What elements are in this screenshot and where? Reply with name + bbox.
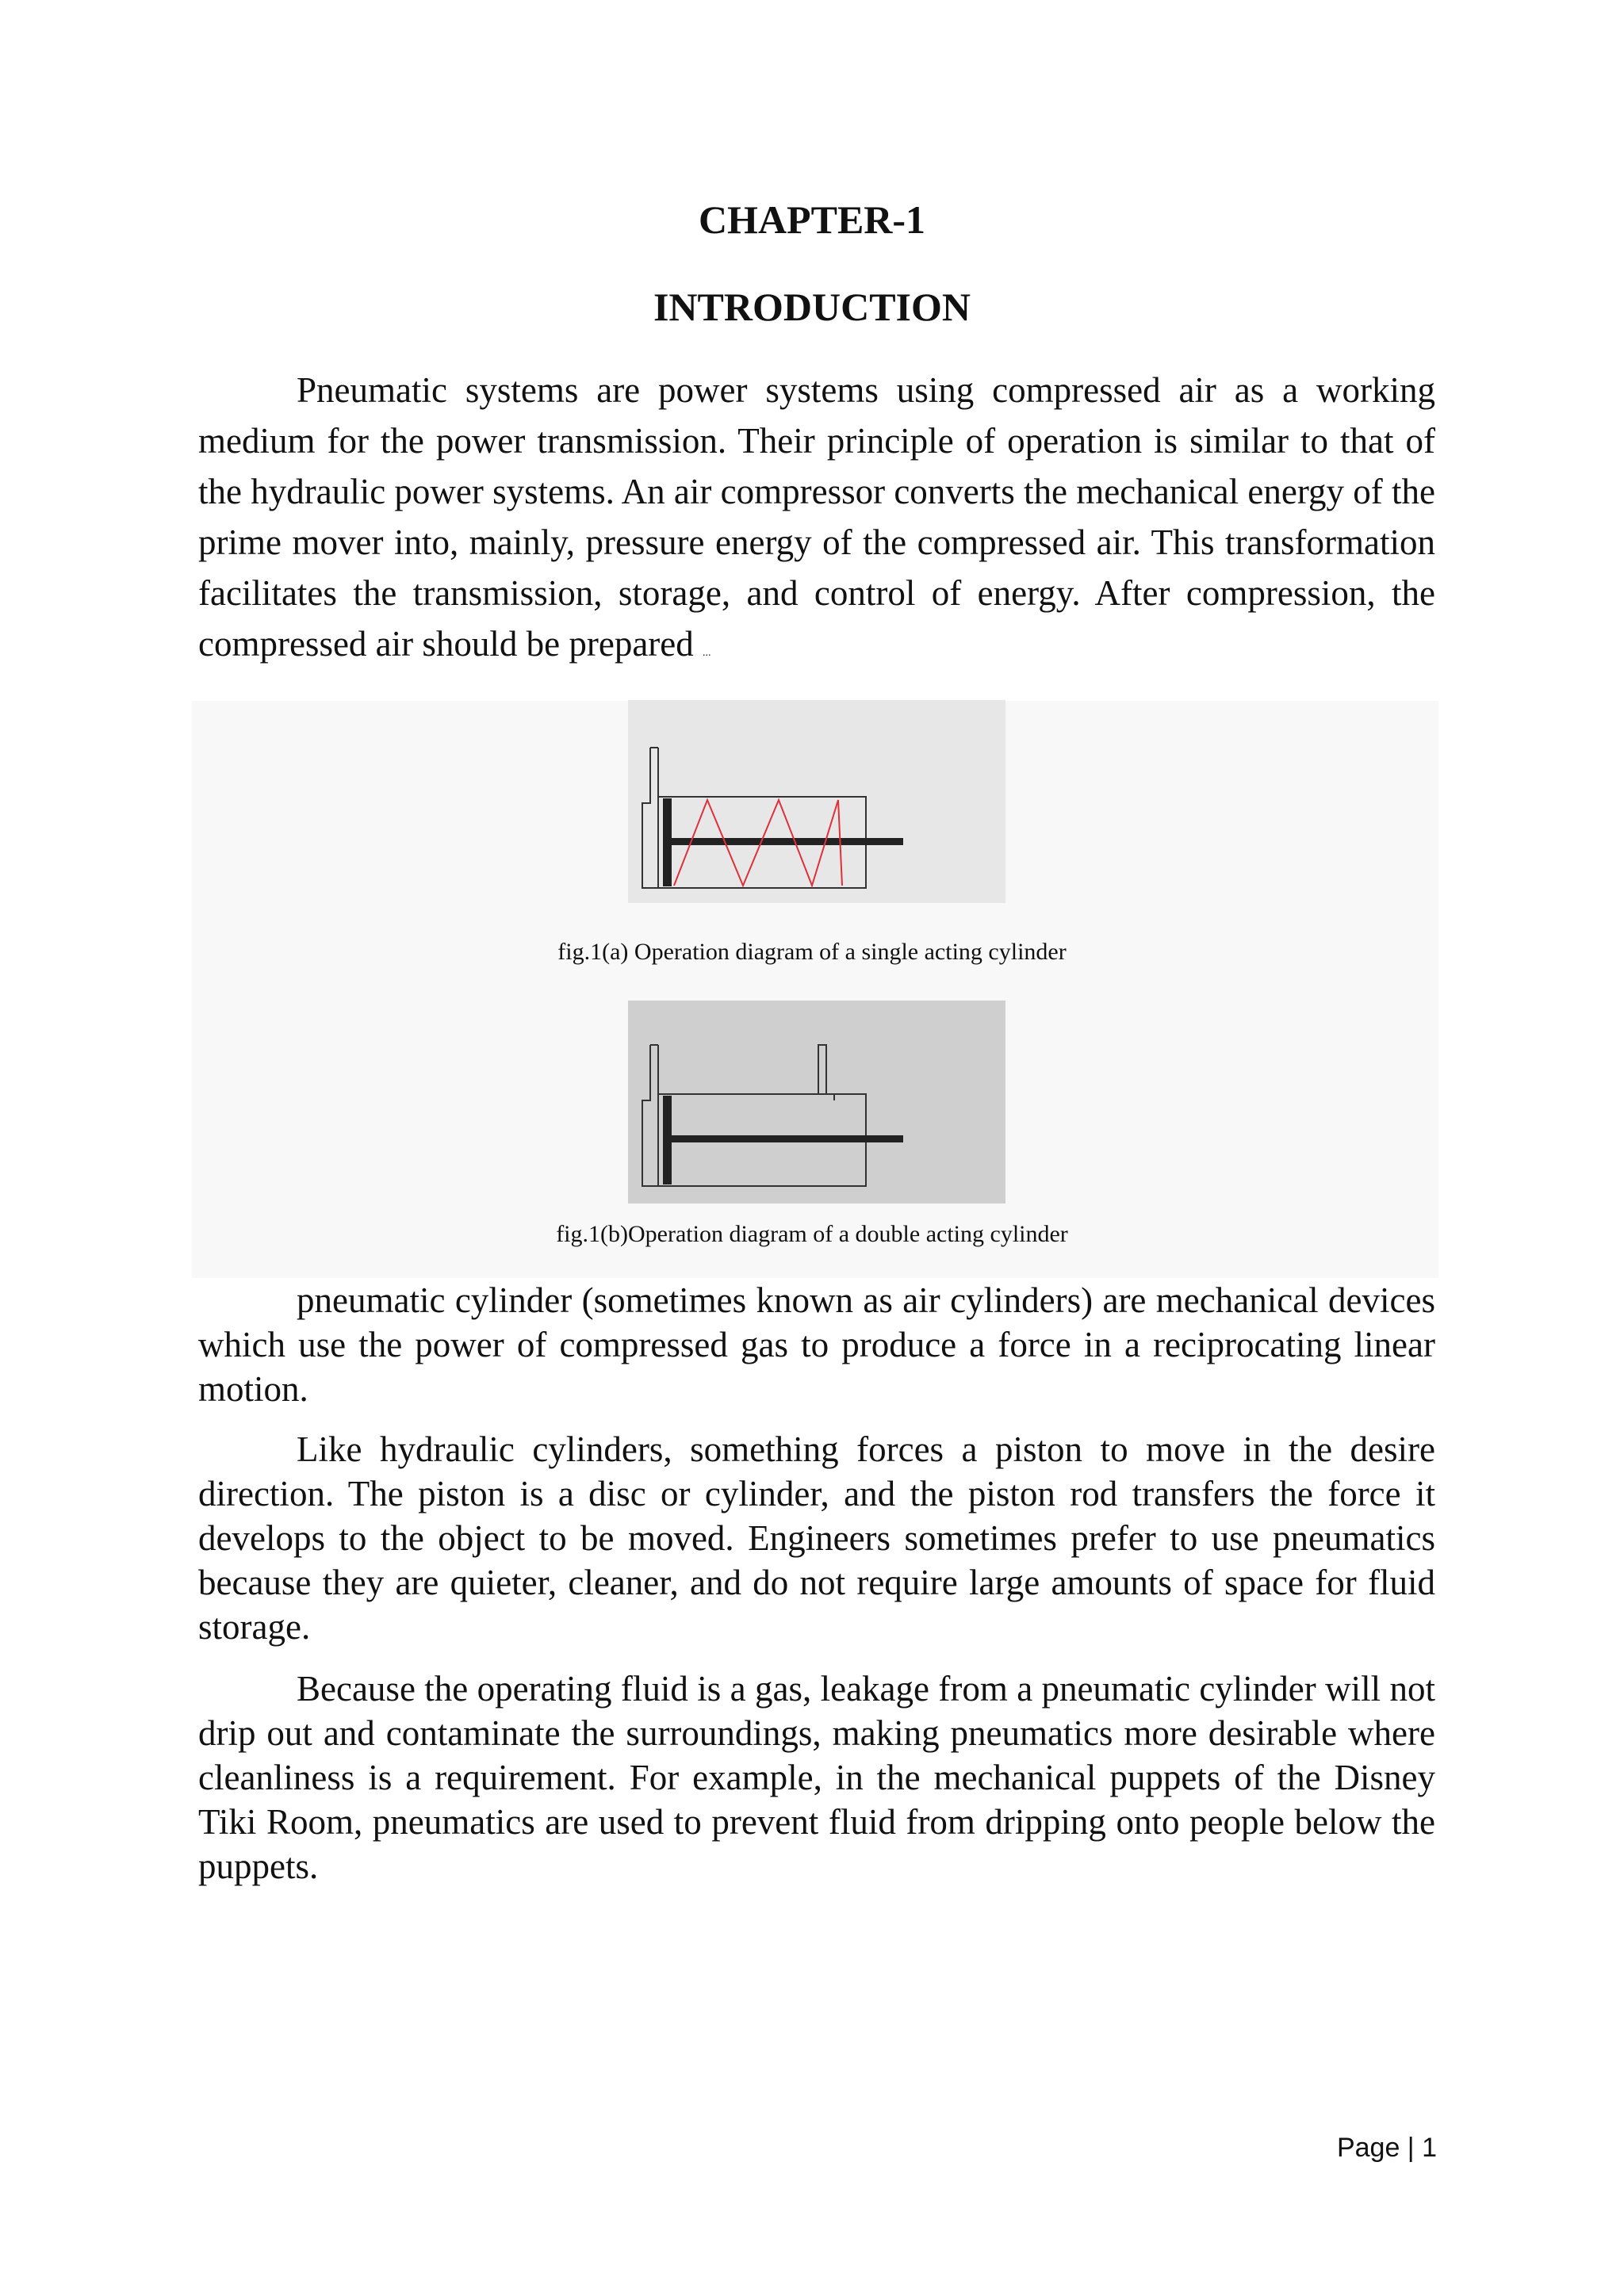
right-port-outline (818, 1045, 826, 1094)
piston (663, 798, 672, 886)
paragraph-intro-text: Pneumatic systems are power systems using compressed air as a working medium for the power transmission. Their principle of operation is similar to that of the hydraulic power systems. An air compressor converts the mechanical energy of the prime mover into, mainly, pressure energy of the compressed air. This transformation facilitates the transmission, storage, and control of energy. After compression, the compressed air should be prepared (198, 370, 1435, 664)
paragraph-intro (198, 365, 1435, 679)
paragraph-intro-ellipsis: ... (703, 647, 711, 659)
paragraph-cleanliness (198, 1667, 1435, 1888)
paragraph-hydraulic-comparison (198, 1427, 1435, 1649)
piston-rod (672, 1135, 903, 1142)
single-acting-cylinder-svg (628, 700, 1005, 903)
left-port-outline (642, 1045, 666, 1186)
piston (663, 1096, 672, 1184)
chapter-title: CHAPTER-1 (698, 197, 926, 242)
single-acting-cylinder-diagram (628, 700, 1005, 903)
paragraph-cleanliness-text: Because the operating fluid is a gas, leakage from a pneumatic cylinder will not drip out and contaminate the surroundings, making pneumatics more desirable where cleanliness is a requirement. For example, in the mechanical puppets of the Disney Tiki Room, pneumatics are used to prevent fluid from dripping onto people below the puppets. (198, 1669, 1435, 1886)
paragraph-cylinder-definition-text: pneumatic cylinder (sometimes known as air cylinders) are mechanical devices which use the power of compressed gas to produce a force in a reciprocating linear motion. (198, 1280, 1435, 1409)
double-acting-cylinder-diagram (628, 1001, 1005, 1203)
page-number: Page | 1 (1336, 2133, 1437, 2163)
figure-b-caption: fig.1(b)Operation diagram of a double acting cylinder (556, 1221, 1068, 1247)
paragraph-cylinder-definition (198, 1278, 1435, 1411)
piston-rod (672, 838, 903, 845)
figure-a-caption: fig.1(a) Operation diagram of a single acting cylinder (557, 939, 1067, 965)
right-port-shoulder (826, 1094, 834, 1100)
section-heading: INTRODUCTION (653, 285, 971, 329)
double-acting-cylinder-svg (628, 1001, 1005, 1203)
air-port-outline (642, 748, 666, 888)
paragraph-hydraulic-comparison-text: Like hydraulic cylinders, something forces a piston to move in the desire direction. The piston is a disc or cylinder, and the piston rod transfers the force it develops to the object to be moved. Engineers sometimes prefer to use pneumatics because they are quieter, cleaner, and do not require large amounts of space for fluid storage. (198, 1429, 1435, 1647)
